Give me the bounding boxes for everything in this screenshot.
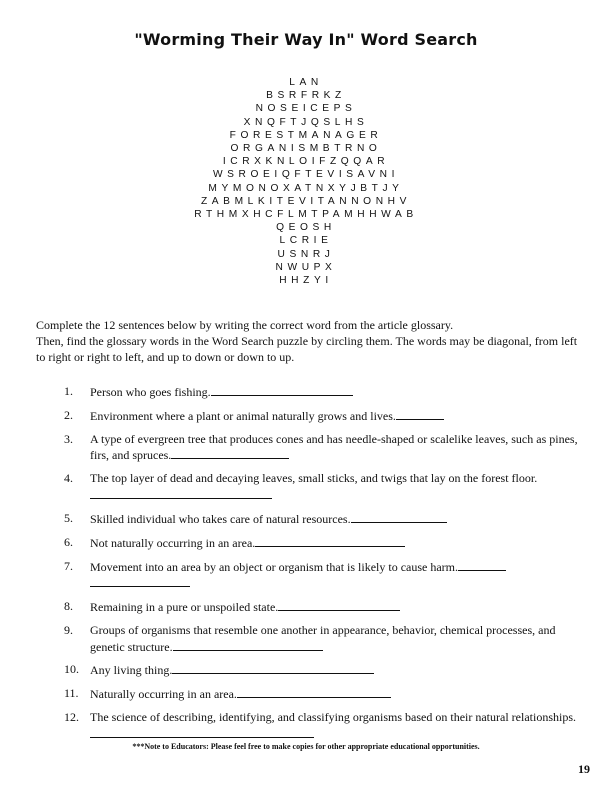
question-list: [64, 384, 584, 750]
question-number: 12.: [64, 710, 79, 725]
question-item: [64, 432, 584, 464]
page-title: "Worming Their Way In" Word Search: [134, 30, 478, 49]
question-text: Remaining in a pure or unspoiled state.: [90, 600, 279, 615]
grid-row: LAN: [289, 77, 323, 88]
answer-blank[interactable]: [351, 511, 447, 523]
question-number: 2.: [64, 407, 73, 422]
question-number: 8.: [64, 599, 73, 614]
question-number: 1.: [64, 384, 73, 398]
grid-row: ZABMLKITEVITANNONHV: [200, 195, 412, 207]
question-number: 10.: [64, 662, 79, 677]
page-number: 19: [578, 762, 590, 776]
question-item: [64, 471, 584, 503]
grid-row: BSRFRKZ: [266, 90, 346, 102]
grid-row: ICRXKNLOIFZQQAR: [222, 156, 390, 168]
grid-row: RTHMXHCFLMTPAMHHWAB: [194, 209, 418, 221]
answer-blank[interactable]: [90, 726, 314, 738]
answer-blank-continued[interactable]: [90, 575, 190, 587]
answer-blank[interactable]: [173, 639, 323, 651]
grid-row: ORGANISMBTRNO: [230, 143, 382, 155]
question-text: Movement into an area by an object or organism that is likely to cause harm.: [90, 559, 459, 574]
question-number: 11.: [64, 686, 79, 701]
word-search-grid: [0, 76, 612, 287]
answer-blank[interactable]: [237, 686, 391, 698]
grid-row: NWUPX: [275, 261, 337, 273]
answer-blank[interactable]: [211, 384, 353, 396]
question-item: [64, 535, 584, 552]
answer-blank[interactable]: [172, 662, 374, 674]
answer-blank[interactable]: [171, 447, 289, 459]
grid-row: QEOSH: [276, 222, 336, 234]
question-text: Not naturally occurring in an area.: [90, 535, 256, 550]
grid-row: XNQFTJQSLHS: [243, 116, 369, 128]
answer-blank[interactable]: [458, 559, 506, 571]
question-item: [64, 686, 584, 703]
educator-note: ***Note to Educators: Please feel free to make copies for other appropriate educational opportunities.: [132, 742, 480, 751]
question-text: The science of describing, identifying, and classifying organisms based on their natural relationships.: [90, 710, 576, 725]
question-item: [64, 599, 584, 616]
grid-row: FORESTMANAGER: [229, 129, 383, 141]
question-text: Skilled individual who takes care of natural resources.: [90, 511, 351, 526]
grid-row: MYMONOXATNXYJBTJY: [208, 182, 404, 194]
question-item: [64, 623, 584, 655]
answer-blank[interactable]: [396, 408, 444, 420]
question-item: [64, 662, 584, 679]
question-number: 7.: [64, 558, 73, 573]
answer-blank[interactable]: [90, 487, 272, 499]
question-text: The top layer of dead and decaying leaves, small sticks, and twigs that lay on the forest floor.: [90, 471, 538, 486]
question-number: 4.: [64, 471, 73, 486]
instructions-line-2: Then, find the glossary words in the Word Search puzzle by circling them. The words may be diagonal, from left to right or right to left, and up to down or down to up.: [36, 333, 578, 364]
question-number: 9.: [64, 622, 73, 637]
question-text: Person who goes fishing.: [90, 385, 211, 399]
grid-row: NOSEICEPS: [255, 103, 357, 115]
question-number: 3.: [64, 431, 73, 446]
grid-row: USNRJ: [277, 248, 335, 260]
grid-row: HHZYI: [279, 275, 333, 287]
answer-blank[interactable]: [278, 599, 400, 611]
question-text: Environment where a plant or animal naturally grows and lives.: [90, 408, 396, 423]
question-number: 5.: [64, 510, 73, 525]
question-item: [64, 559, 584, 592]
grid-row: LCRIE: [279, 235, 333, 247]
instructions-line-1: Complete the 12 sentences below by writing the correct word from the article glossary.: [36, 318, 454, 332]
question-text: Naturally occurring in an area.: [90, 687, 237, 702]
question-item: [64, 511, 584, 528]
question-item: [64, 710, 584, 742]
question-text: Groups of organisms that resemble one another in appearance, behavior, chemical processes, and genetic structure.: [90, 622, 556, 654]
instructions: [36, 318, 582, 365]
question-number: 6.: [64, 534, 73, 549]
question-item: [64, 384, 584, 401]
question-text: A type of evergreen tree that produces cones and has needle-shaped or scalelike leaves, such as pines, firs, and spruces.: [90, 431, 578, 463]
answer-blank[interactable]: [255, 535, 405, 547]
question-text: Any living thing.: [90, 663, 173, 678]
question-item: [64, 408, 584, 425]
grid-row: WSROEIQFTEVISAVNI: [212, 169, 400, 181]
